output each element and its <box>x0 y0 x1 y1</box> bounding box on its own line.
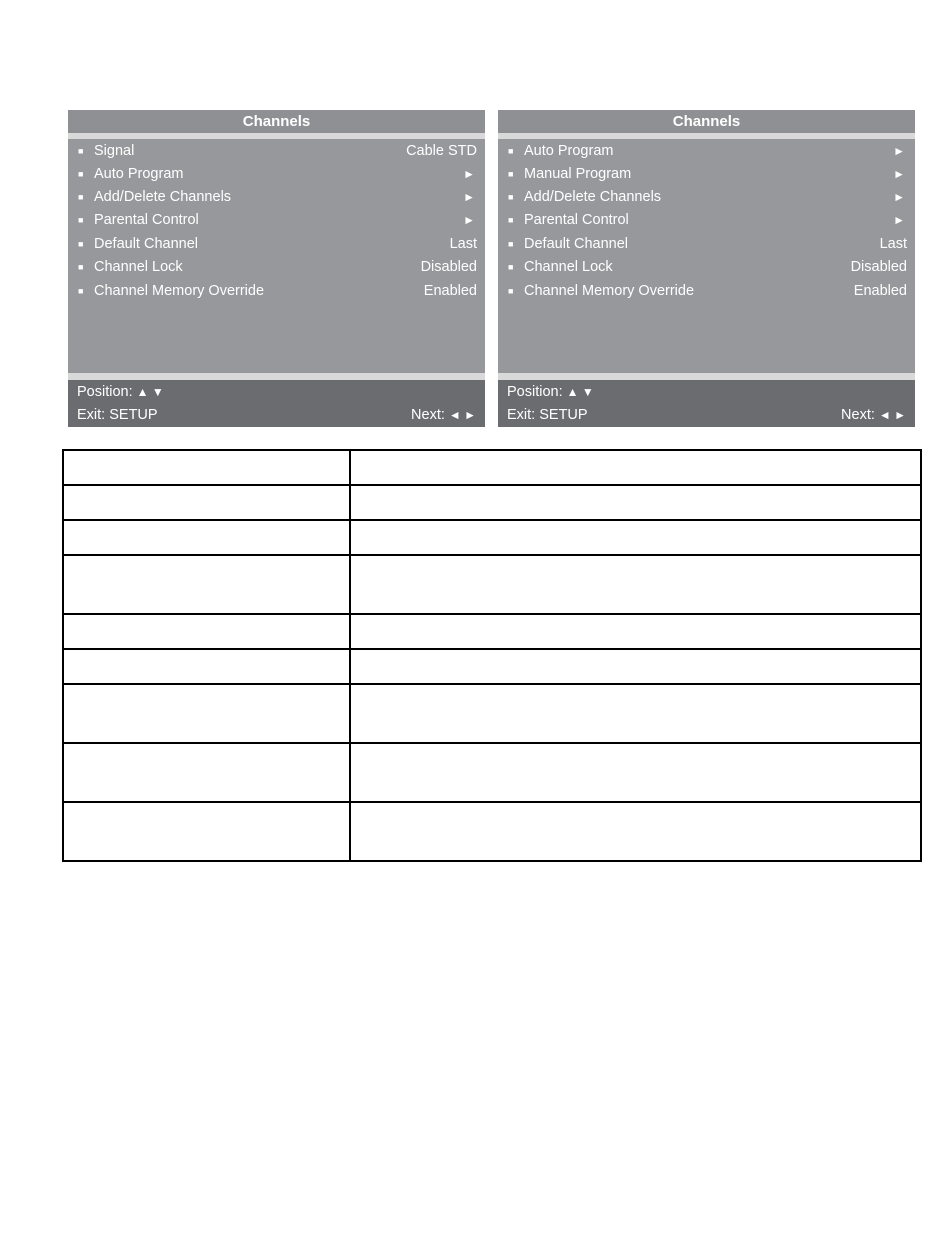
menu-item-auto-program[interactable] <box>498 140 915 163</box>
exit-next-hint <box>77 404 476 426</box>
table-row <box>63 485 921 520</box>
table-cell <box>350 450 921 485</box>
menu-item-value: Last <box>449 236 477 252</box>
menu-item-parental-control[interactable] <box>68 209 485 232</box>
menu-item-label: Auto Program <box>94 166 184 182</box>
up-down-arrows-icon: ▲ ▼ <box>566 385 594 399</box>
bullet-icon: ■ <box>508 286 514 296</box>
menu-item-label: Add/Delete Channels <box>94 189 232 205</box>
menu-item-label: Default Channel <box>94 236 198 252</box>
submenu-arrow-icon: ► <box>893 167 905 181</box>
next-hint <box>411 404 476 426</box>
footer-divider <box>498 373 915 380</box>
exit-next-hint <box>507 404 906 426</box>
left-right-arrows-icon: ◄ ► <box>448 408 476 422</box>
description-table <box>62 449 922 862</box>
position-label: Position: <box>507 384 563 400</box>
bullet-icon: ■ <box>78 215 84 225</box>
bullet-icon: ■ <box>508 192 514 202</box>
table-cell <box>350 802 921 861</box>
table-cell <box>350 684 921 743</box>
table-cell <box>350 555 921 614</box>
menu-body <box>498 139 915 373</box>
menu-item-label: Auto Program <box>524 143 614 159</box>
position-label: Position: <box>77 384 133 400</box>
table-cell <box>63 614 350 649</box>
exit-hint: Exit: SETUP <box>507 407 588 423</box>
menu-item-label: Signal <box>94 143 135 159</box>
menu-item-channel-memory-override[interactable] <box>68 280 485 303</box>
menu-item-label: Default Channel <box>524 236 628 252</box>
bullet-icon: ■ <box>78 262 84 272</box>
bullet-icon: ■ <box>508 262 514 272</box>
next-hint <box>841 404 906 426</box>
table-cell <box>63 802 350 861</box>
next-label: Next: <box>411 407 445 423</box>
bullet-icon: ■ <box>508 169 514 179</box>
channels-menu-left <box>68 110 485 427</box>
table-cell <box>350 649 921 684</box>
menu-footer <box>68 380 485 427</box>
table-row <box>63 684 921 743</box>
table-cell <box>63 555 350 614</box>
position-hint <box>507 381 906 403</box>
table-cell <box>63 649 350 684</box>
table-row <box>63 743 921 802</box>
submenu-arrow-icon: ► <box>893 213 905 227</box>
table-row <box>63 649 921 684</box>
menu-item-label: Channel Memory Override <box>94 283 265 299</box>
menu-item-label: Add/Delete Channels <box>524 189 662 205</box>
menu-item-add-delete-channels[interactable] <box>68 186 485 209</box>
menu-title: Channels <box>68 110 485 133</box>
table-row <box>63 450 921 485</box>
bullet-icon: ■ <box>508 239 514 249</box>
bullet-icon: ■ <box>78 239 84 249</box>
bullet-icon: ■ <box>78 286 84 296</box>
table-row <box>63 614 921 649</box>
menu-item-value: Enabled <box>423 283 477 299</box>
table-row <box>63 520 921 555</box>
table-row <box>63 555 921 614</box>
submenu-arrow-icon: ► <box>463 213 475 227</box>
menu-item-default-channel[interactable] <box>68 233 485 256</box>
table-cell <box>63 485 350 520</box>
channels-menu-right <box>498 110 915 427</box>
table-cell <box>63 450 350 485</box>
bullet-icon: ■ <box>78 146 84 156</box>
menu-title: Channels <box>498 110 915 133</box>
menu-item-parental-control[interactable] <box>498 209 915 232</box>
menu-item-value: Last <box>879 236 907 252</box>
menu-item-value: Cable STD <box>406 143 477 159</box>
bullet-icon: ■ <box>508 146 514 156</box>
menu-body <box>68 139 485 373</box>
submenu-arrow-icon: ► <box>893 190 905 204</box>
bullet-icon: ■ <box>508 215 514 225</box>
menu-item-label: Manual Program <box>524 166 632 182</box>
menu-item-label: Parental Control <box>94 212 199 228</box>
table-cell <box>350 520 921 555</box>
table-cell <box>350 614 921 649</box>
table-row <box>63 802 921 861</box>
submenu-arrow-icon: ► <box>463 167 475 181</box>
menu-item-label: Channel Lock <box>94 259 183 275</box>
menu-item-label: Channel Lock <box>524 259 613 275</box>
table-cell <box>63 743 350 802</box>
table-cell <box>63 684 350 743</box>
exit-hint: Exit: SETUP <box>77 407 158 423</box>
table-cell <box>350 743 921 802</box>
menu-item-signal[interactable] <box>68 140 485 163</box>
menu-item-value: Disabled <box>420 259 477 275</box>
menu-item-add-delete-channels[interactable] <box>498 186 915 209</box>
footer-divider <box>68 373 485 380</box>
next-label: Next: <box>841 407 875 423</box>
menu-item-manual-program[interactable] <box>498 163 915 186</box>
bullet-icon: ■ <box>78 192 84 202</box>
up-down-arrows-icon: ▲ ▼ <box>136 385 164 399</box>
menu-item-value: Enabled <box>853 283 907 299</box>
menu-item-value: Disabled <box>850 259 907 275</box>
menu-item-channel-lock[interactable] <box>68 256 485 279</box>
position-hint <box>77 381 476 403</box>
left-right-arrows-icon: ◄ ► <box>878 408 906 422</box>
menu-item-channel-lock[interactable] <box>498 256 915 279</box>
menu-footer <box>498 380 915 427</box>
bullet-icon: ■ <box>78 169 84 179</box>
menu-item-label: Channel Memory Override <box>524 283 695 299</box>
menu-item-channel-memory-override[interactable] <box>498 280 915 303</box>
submenu-arrow-icon: ► <box>893 144 905 158</box>
menu-item-auto-program[interactable] <box>68 163 485 186</box>
table-cell <box>63 520 350 555</box>
table-cell <box>350 485 921 520</box>
menu-item-label: Parental Control <box>524 212 629 228</box>
submenu-arrow-icon: ► <box>463 190 475 204</box>
menu-item-default-channel[interactable] <box>498 233 915 256</box>
